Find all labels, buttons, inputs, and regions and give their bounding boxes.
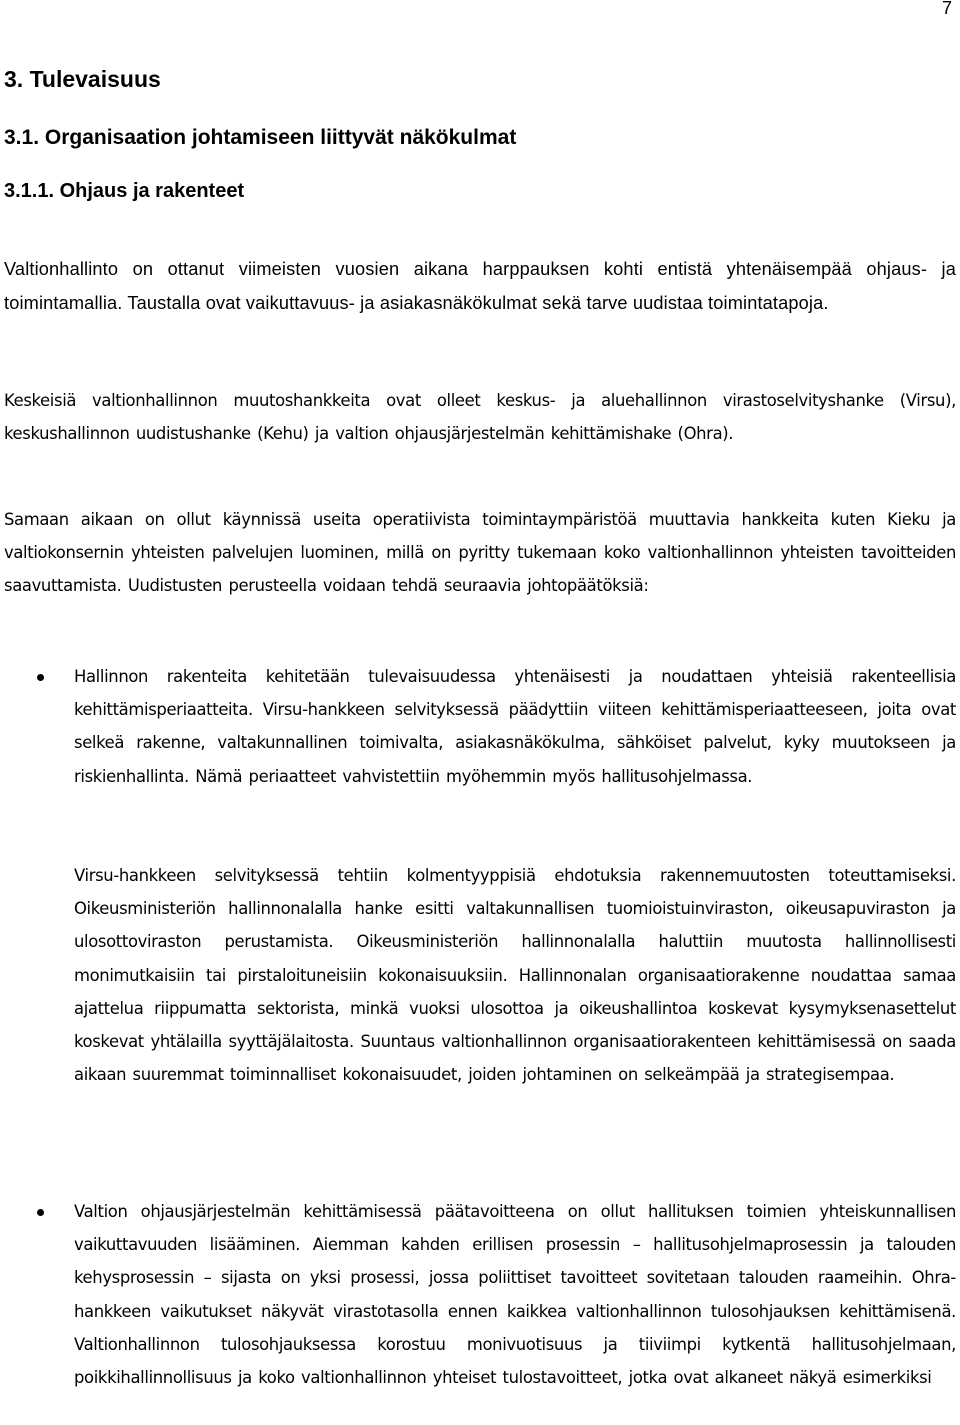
subsection-heading: 3.1.1. Ohjaus ja rakenteet bbox=[4, 180, 245, 202]
meanwhile-paragraph: Samaan aikaan on ollut käynnissä useita operatiivista toimintaympäristöä muuttavia hankkeita kuten Kieku ja valtiokonsernin yhteisten palvelujen luominen, millä on pyritty tukemaan koko valtionhallinnon yhteisten tavoitteiden saavuttamista. Uudistusten perusteella voidaan tehdä seuraavia johtopäätöksiä: bbox=[4, 510, 956, 596]
projects-paragraph: Keskeisiä valtionhallinnon muutoshankkeita ovat olleet keskus- ja aluehallinnon virastoselvityshanke (Virsu), keskushallinnon uudistushanke (Kehu) ja valtion ohjausjärjestelmän kehittämishake (Ohra). bbox=[4, 391, 956, 444]
chapter-heading: 3. Tulevaisuus bbox=[4, 66, 161, 92]
bullet-sub-paragraph: Virsu-hankkeen selvityksessä tehtiin kolmentyyppisiä ehdotuksia rakennemuutosten toteuttamiseksi. Oikeusministeriön hallinnonalalla hanke esitti valtakunnallisen tuomioistuinviraston, oikeusapuviraston ja ulosottoviraston perustamista. Oikeusministeriön hallinnonalalla haluttiin muutosta hallinnollisesti monimutkaisiin tai pirstaloituneisiin kokonaisuuksiin. Hallinnonalan organisaatiorakenne noudattaa samaa ajattelua riippumatta sektorista, minkä vuoksi ulosottoa ja oikeushallintoa koskevat kysymyksenasettelut koskevat yhtälailla syyttäjälaitosta. Suuntaus valtionhallinnon organisaatiorakenteen kehittämisessä on saada aikaan suuremmat toiminnalliset kokonaisuudet, joiden johtaminen on selkeämpää ja strategisempaa. bbox=[74, 866, 956, 1085]
bullet-text: Valtion ohjausjärjestelmän kehittämisessä päätavoitteena on ollut hallituksen toimien yhteiskunnallisen vaikuttavuuden lisääminen. Aiemman kahden erillisen prosessin – hallitusohjelmaprosessin ja talouden kehysprosessin – sijasta on yksi prosessi, jossa poliittiset tavoitteet sovitetaan talouden raameihin. Ohra-hankkeen vaikutukset näkyvät virastotasolla ennen kaikkea valtionhallinnon tulosohjauksen kehittämisenä. Valtionhallinnon tulosohjauksessa korostuu monivuotisuus ja tiiviimpi kytkentä hallitusohjelmaan, poikkihallinnollisuus ja koko valtionhallinnon yhteiset tulostavoitteet, jotka ovat alkaneet näkyä esimerkiksi bbox=[74, 1202, 956, 1388]
section-heading: 3.1. Organisaation johtamiseen liittyvät näkökulmat bbox=[4, 126, 517, 149]
bullet-icon bbox=[37, 674, 44, 681]
bullet-text: Hallinnon rakenteita kehitetään tulevaisuudessa yhtenäisesti ja noudattaen yhteisiä rakenteellisia kehittämisperiaatteita. Virsu-hankkeen selvityksessä päädyttiin viiteen kehittämisperiaatteeseen, joita ovat selkeä rakenne, valtakunnallinen toimivalta, asiakasnäkökulma, sähköiset palvelut, kyky muutokseen ja riskienhallinta. Nämä periaatteet vahvistettiin myöhemmin myös hallitusohjelmassa. bbox=[74, 667, 956, 786]
bullet-icon bbox=[37, 1209, 44, 1216]
intro-paragraph: Valtionhallinto on ottanut viimeisten vuosien aikana harppauksen kohti entistä yhtenäisempää ohjaus- ja toimintamallia. Taustalla ovat vaikuttavuus- ja asiakasnäkökulmat sekä tarve uudistaa toimintatapoja. bbox=[4, 259, 956, 313]
page-number: 7 bbox=[941, 0, 952, 18]
